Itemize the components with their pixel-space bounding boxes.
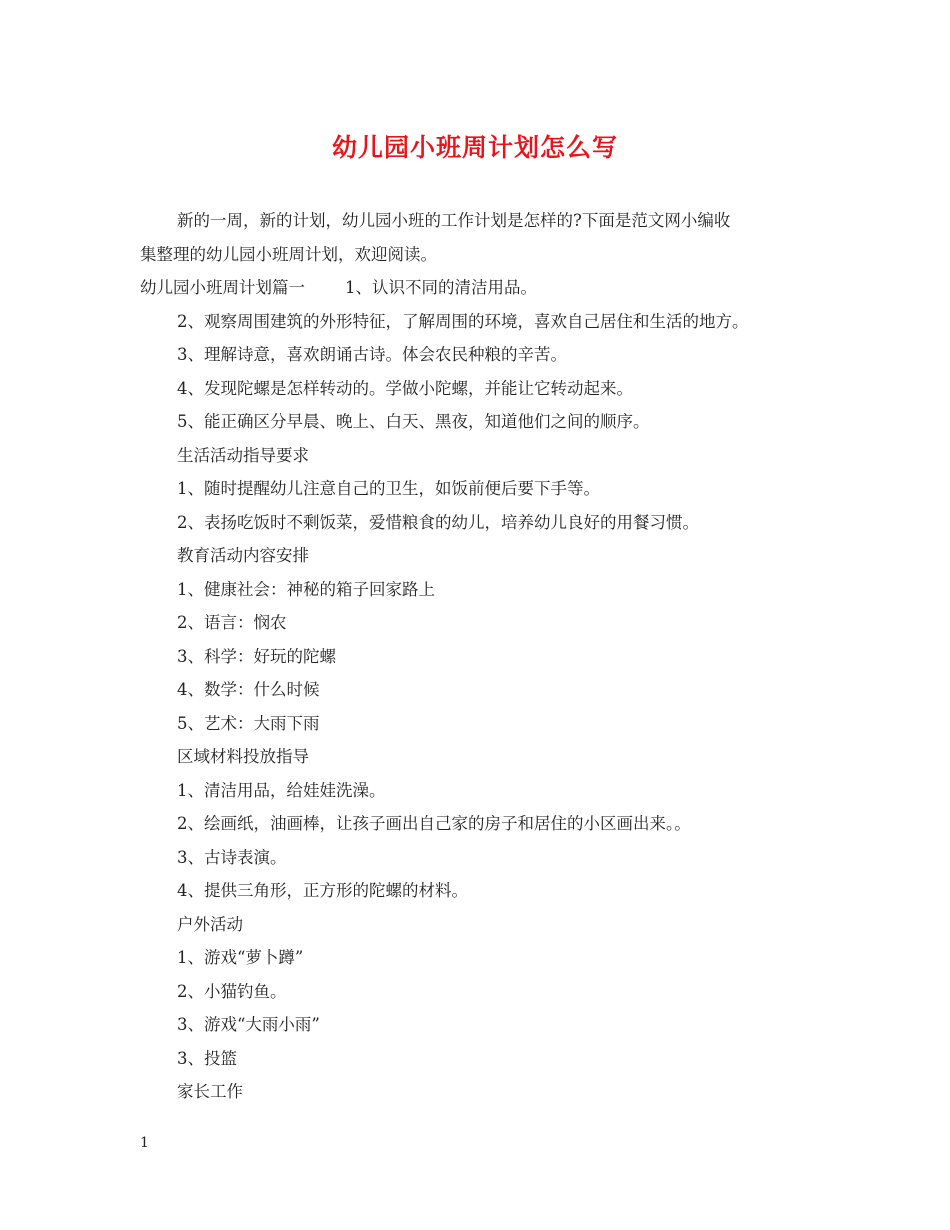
- section-heading-line: [140, 271, 820, 305]
- subheading-parents: 家长工作: [177, 1082, 243, 1101]
- list-item: 2、绘画纸，油画棒，让孩子画出自己家的房子和居住的小区画出来。。: [177, 814, 691, 833]
- list-item: 4、提供三角形，正方形的陀螺的材料。: [177, 881, 468, 900]
- section-heading: 幼儿园小班周计划篇一: [140, 278, 305, 297]
- list-item: 5、能正确区分早晨、晚上、白天、黑夜，知道他们之间的顺序。: [177, 412, 650, 431]
- list-item: 1、清洁用品，给娃娃洗澡。: [177, 780, 386, 800]
- page-title: 幼儿园小班周计划怎么写: [331, 133, 618, 162]
- document-body: [140, 204, 820, 1109]
- list-item: 5、艺术：大雨下雨: [177, 713, 320, 733]
- intro-line-2: 集整理的幼儿园小班周计划，欢迎阅读。: [140, 244, 437, 264]
- list-item: 3、科学：好玩的陀螺: [177, 646, 336, 666]
- subheading-area-materials: 区域材料投放指导: [177, 747, 309, 766]
- section-first-item: 1、认识不同的清洁用品。: [345, 278, 537, 297]
- list-item: 2、观察周围建筑的外形特征，了解周围的环境，喜欢自己居住和生活的地方。: [177, 311, 749, 331]
- subheading-outdoor: 户外活动: [177, 914, 243, 934]
- list-item: 3、投篮: [177, 1048, 237, 1068]
- list-item: 2、语言：悯农: [177, 613, 287, 632]
- list-item: 4、数学：什么时候: [177, 680, 320, 699]
- subheading-education: 教育活动内容安排: [177, 546, 309, 565]
- subheading-daily-life: 生活活动指导要求: [177, 445, 309, 465]
- list-item: 2、表扬吃饭时不剩饭菜，爱惜粮食的幼儿，培养幼儿良好的用餐习惯。: [177, 512, 699, 532]
- list-item: 3、游戏“大雨小雨”: [177, 1015, 320, 1034]
- list-item: 1、随时提醒幼儿注意自己的卫生，如饭前便后要下手等。: [177, 479, 600, 498]
- list-item: 4、发现陀螺是怎样转动的。学做小陀螺，并能让它转动起来。: [177, 378, 633, 398]
- list-item: 3、古诗表演。: [177, 847, 287, 867]
- page-number: 1: [140, 1135, 149, 1151]
- list-item: 1、游戏“萝卜蹲”: [177, 948, 304, 967]
- list-item: 3、理解诗意，喜欢朗诵古诗。体会农民种粮的辛苦。: [177, 345, 567, 364]
- list-item: 2、小猫钓鱼。: [177, 981, 287, 1001]
- list-item: 1、健康社会：神秘的箱子回家路上: [177, 579, 435, 599]
- intro-line-1: 新的一周，新的计划，幼儿园小班的工作计划是怎样的?下面是范文网小编收: [177, 211, 731, 230]
